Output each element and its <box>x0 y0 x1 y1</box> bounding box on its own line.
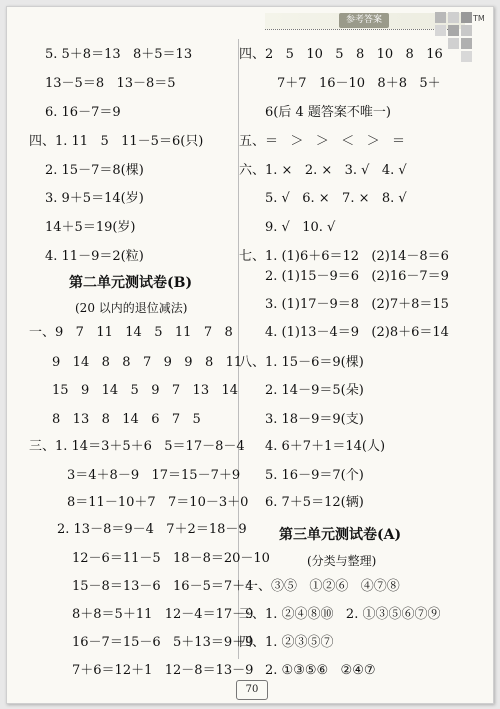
left-line-18: 8＋8＝5＋11 12－4＝17－9 <box>72 607 254 622</box>
left-line-11: 8 13 8 14 6 7 5 <box>52 412 201 427</box>
left-line-12: 三、1. 14＝3＋5＋6 5＝17－8－4 <box>29 439 245 454</box>
unit3-title: 第三单元测试卷(A) <box>279 527 402 543</box>
left-line-3: 6. 16－7＝9 <box>45 105 121 120</box>
right-line-14: 3. 18－9＝9(支) <box>265 412 364 427</box>
left-line-20: 7＋6＝12＋1 12－8＝13－9 <box>72 663 254 678</box>
unit2-subtitle: (20 以内的退位减法) <box>75 301 188 315</box>
left-line-4: 四、1. 11 5 11－5＝6(只) <box>29 134 204 149</box>
left-line-5: 2. 15－7＝8(棵) <box>45 163 144 178</box>
right-line-19: 三、1. ②④⑧⑩ 2. ①③⑤⑥⑦⑨ <box>239 607 441 622</box>
right-line-20: 四、1. ②③⑤⑦ <box>239 635 334 650</box>
trademark-mark: TM <box>473 14 485 23</box>
right-line-11: 4. (1)13－4＝9 (2)8＋6＝14 <box>265 325 449 340</box>
right-line-15: 4. 6＋7＋1＝14(人) <box>265 439 386 454</box>
left-line-6: 3. 9＋5＝14(岁) <box>45 191 144 206</box>
right-line-1: 四、2 5 10 5 8 10 8 16 <box>239 47 443 62</box>
page-number: 70 <box>236 680 268 700</box>
left-line-17: 15－8＝13－6 16－5＝7＋4 <box>72 579 254 594</box>
left-line-13: 3＝4＋8－9 17＝15－7＋9 <box>67 468 241 483</box>
right-line-18: 一、③⑤ ①②⑥ ④⑦⑧ <box>245 579 400 594</box>
right-line-17: 6. 7＋5＝12(辆) <box>265 495 364 510</box>
right-line-4: 五、＝ ＞ ＞ ＜ ＞ ＝ <box>239 134 405 149</box>
left-line-9: 9 14 8 8 7 9 9 8 11 <box>52 355 243 370</box>
right-line-16: 5. 16－9＝7(个) <box>265 468 364 483</box>
right-line-13: 2. 14－9＝5(朵) <box>265 383 364 398</box>
right-line-2: 7＋7 16－10 8＋8 5＋ <box>277 76 441 91</box>
right-line-10: 3. (1)17－9＝8 (2)7＋8＝15 <box>265 297 449 312</box>
unit2-row1: 一、9 7 11 14 5 11 7 8 <box>29 325 233 340</box>
left-line-7: 14＋5＝19(岁) <box>45 220 136 235</box>
textbook-page <box>6 6 494 704</box>
unit3-subtitle: (分类与整理) <box>307 554 377 568</box>
left-line-16: 12－6＝11－5 18－8＝20－10 <box>72 551 270 566</box>
left-line-19: 16－7＝15－6 5＋13＝9＋9 <box>72 635 254 650</box>
right-line-5: 六、1. × 2. × 3. √ 4. √ <box>239 163 407 178</box>
left-line-10: 15 9 14 5 9 7 13 14 <box>52 383 239 398</box>
left-line-8: 4. 11－9＝2(粒) <box>45 249 144 264</box>
right-line-8: 七、1. (1)6＋6＝12 (2)14－8＝6 <box>239 249 449 264</box>
right-line-21: 2. ①③⑤⑥ ②④⑦ <box>265 663 376 678</box>
unit2-title: 第二单元测试卷(B) <box>69 275 193 291</box>
left-line-2: 13－5＝8 13－8＝5 <box>45 76 176 91</box>
header-dotted-rule <box>265 29 450 30</box>
right-line-6: 5. √ 6. × 7. × 8. √ <box>265 191 407 206</box>
right-line-9: 2. (1)15－9＝6 (2)16－7＝9 <box>265 269 449 284</box>
right-line-3: 6(后 4 题答案不唯一) <box>265 105 391 120</box>
left-line-1: 5. 5＋8＝13 8＋5＝13 <box>45 47 193 62</box>
left-line-15: 2. 13－8＝9－4 7＋2＝18－9 <box>57 522 247 537</box>
left-line-14: 8＝11－10＋7 7＝10－3＋0 <box>67 495 249 510</box>
right-line-12: 八、1. 15－6＝9(棵) <box>239 355 364 370</box>
right-line-7: 9. √ 10. √ <box>265 220 336 235</box>
header-label: 参考答案 <box>339 13 389 28</box>
